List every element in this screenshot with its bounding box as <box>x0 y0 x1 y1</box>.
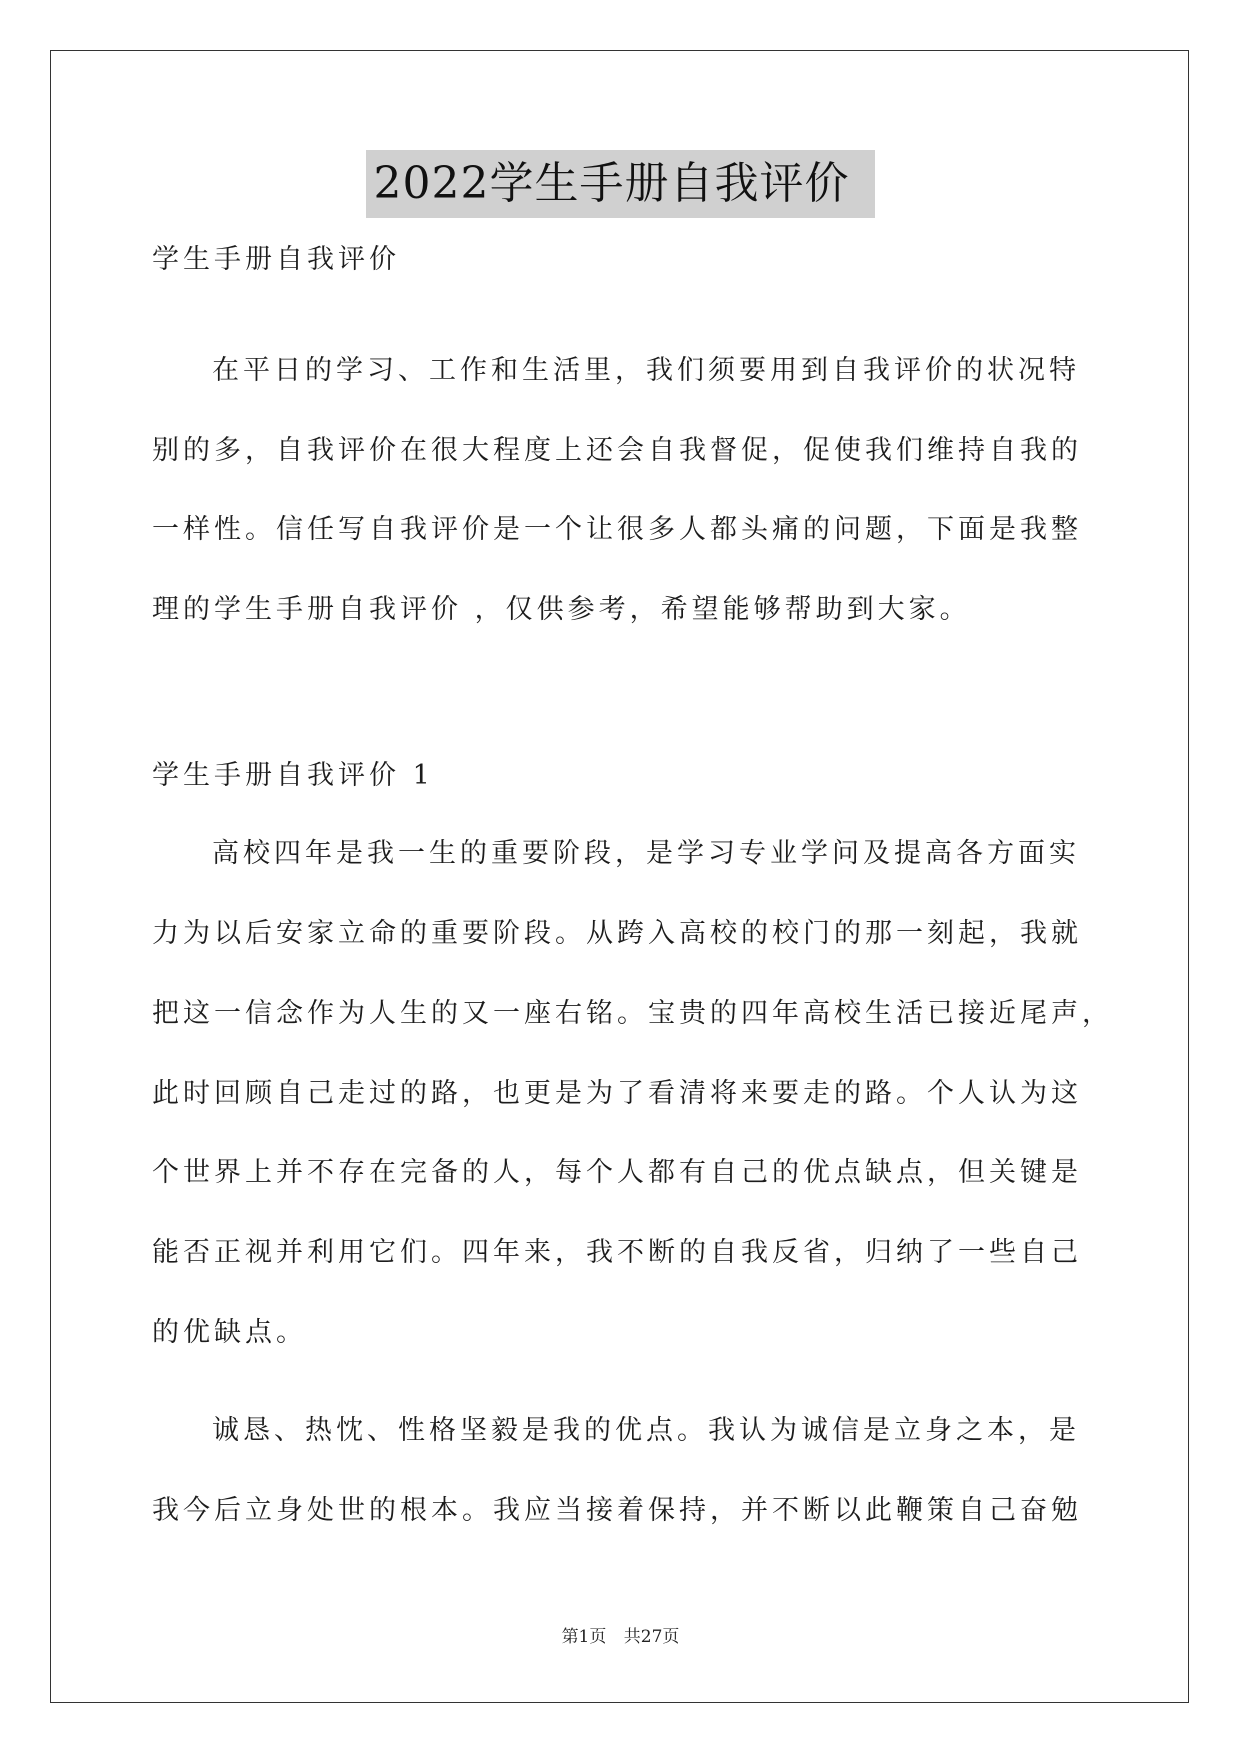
intro-line: 在平日的学习、工作和生活里，我们须要用到自我评价的状况特 <box>212 355 1080 386</box>
paragraph-line: 把这一信念作为人生的又一座右铭。宝贵的四年高校生活已接近尾声， <box>152 998 1113 1029</box>
section-heading: 学生手册自我评价 1 <box>152 760 434 791</box>
intro-line: 理的学生手册自我评价 ，仅供参考，希望能够帮助到大家。 <box>152 594 971 625</box>
paragraph-line: 能否正视并利用它们。四年来，我不断的自我反省，归纳了一些自己 <box>152 1237 1082 1268</box>
intro-line: 一样性。信任写自我评价是一个让很多人都头痛的问题，下面是我整 <box>152 514 1082 545</box>
page-footer <box>0 1625 1241 1649</box>
page-total: 共27页 <box>623 1627 680 1647</box>
document-title: 2022学生手册自我评价 <box>366 150 876 218</box>
paragraph-line: 力为以后安家立命的重要阶段。从跨入高校的校门的那一刻起，我就 <box>152 918 1082 949</box>
paragraph-line: 的优缺点。 <box>152 1317 307 1348</box>
page-number: 第1页 <box>561 1627 607 1647</box>
page-border <box>50 50 1189 1703</box>
paragraph-line: 个世界上并不存在完备的人，每个人都有自己的优点缺点，但关键是 <box>152 1157 1082 1188</box>
paragraph-line: 诚恳、热忱、性格坚毅是我的优点。我认为诚信是立身之本，是 <box>212 1415 1080 1446</box>
intro-line: 别的多，自我评价在很大程度上还会自我督促，促使我们维持自我的 <box>152 435 1082 466</box>
paragraph-line: 此时回顾自己走过的路，也更是为了看清将来要走的路。个人认为这 <box>152 1078 1082 1109</box>
subtitle: 学生手册自我评价 <box>152 244 400 275</box>
paragraph-line: 高校四年是我一生的重要阶段，是学习专业学问及提高各方面实 <box>212 838 1080 869</box>
title-container <box>0 150 1241 218</box>
paragraph-line: 我今后立身处世的根本。我应当接着保持，并不断以此鞭策自己奋勉 <box>152 1495 1082 1526</box>
